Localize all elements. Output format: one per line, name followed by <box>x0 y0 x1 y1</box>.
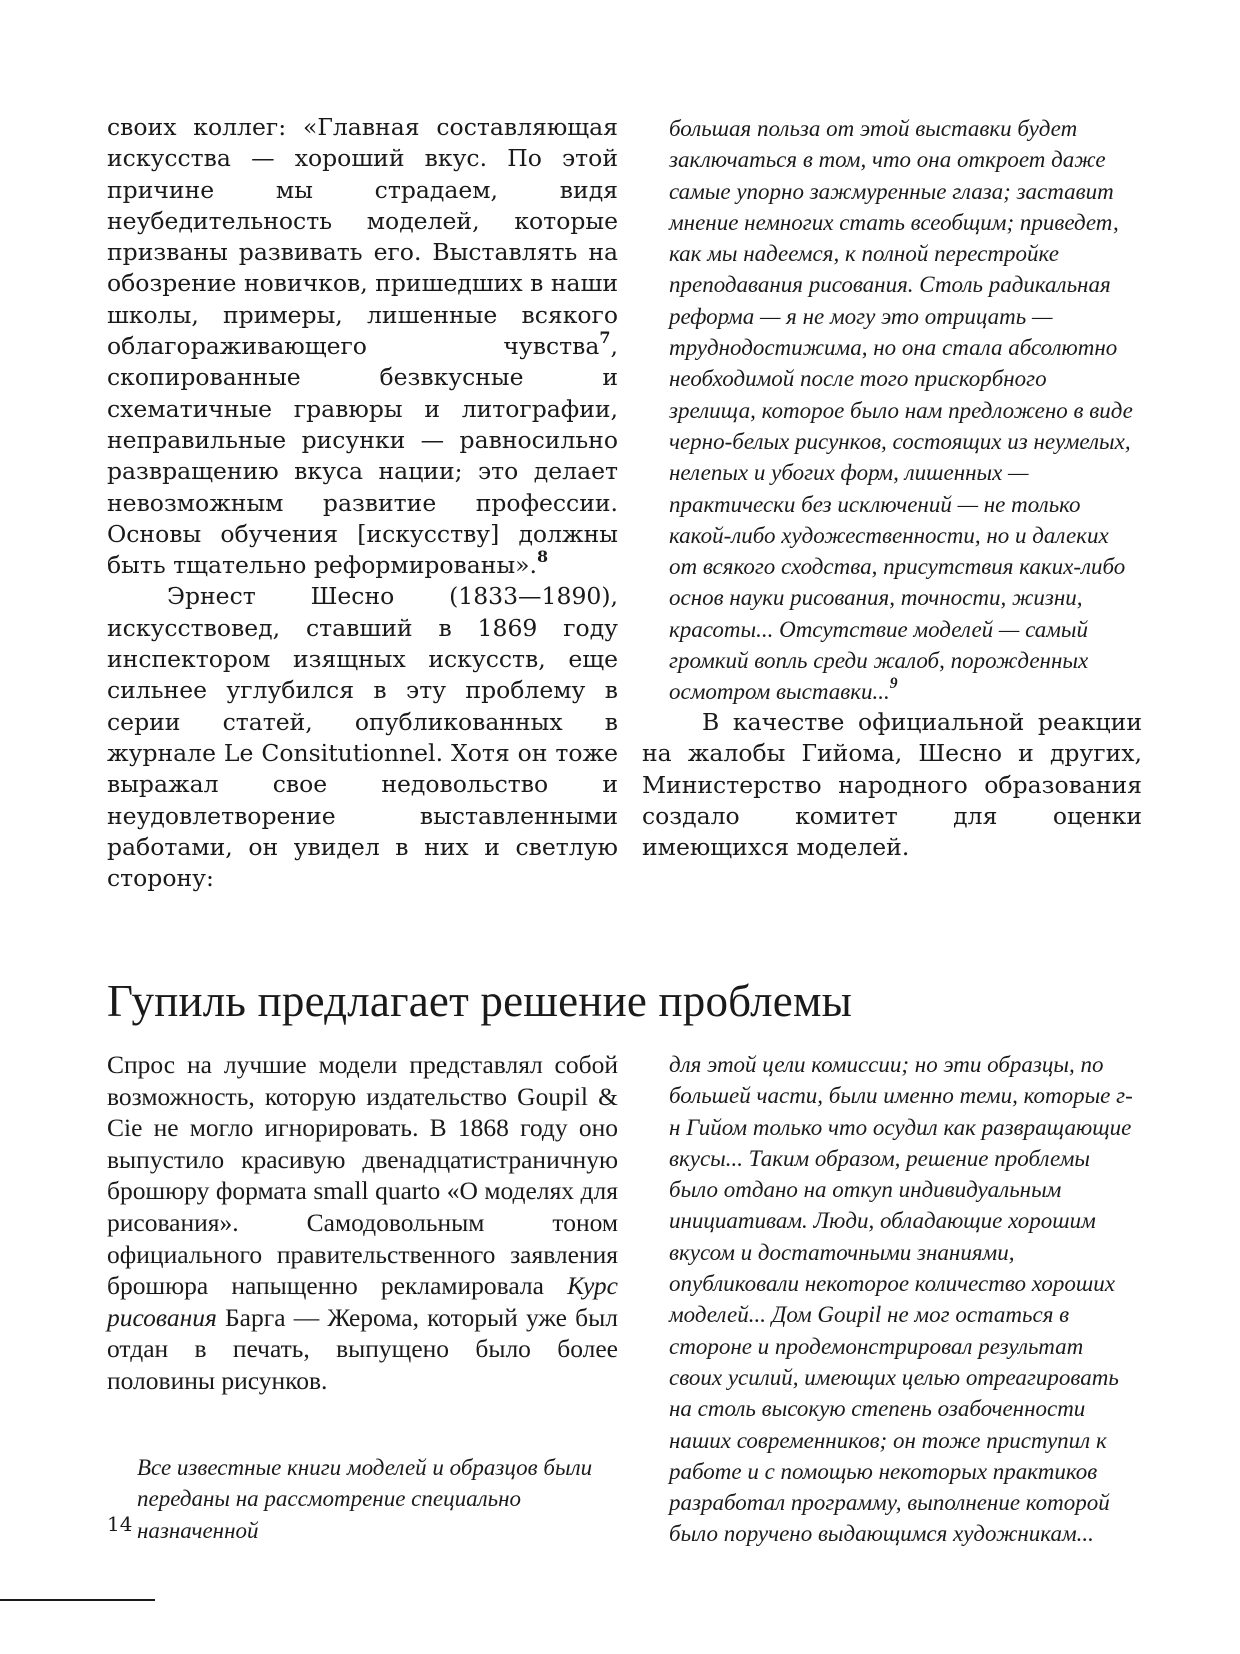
upper-left-column <box>107 112 618 894</box>
page-number: 14 <box>107 1512 133 1536</box>
upper-right-column <box>669 113 1139 708</box>
block-quote: Все известные книги моделей и образцов были переданы на рассмотрение специально назначенной <box>137 1455 593 1543</box>
book-title: Курс рисования <box>107 1271 618 1332</box>
paragraph: своих коллег: «Главная составляющая искусства — хороший вкус. По этой причине мы страдаем, видя неубедительность моделей, которые призваны развивать его. Выставлять на обозрение новичков, пришедших в наши школы, примеры, лишенные всякого облагораживающего чувства$^7$, скопированные безвкусные и схематичные гравюры и литографии, неправильные рисунки — равносильно развращению вкуса нации; это делает невозможным развитие профессии. Основы обучения [искусству] должны быть тщательно реформированы».$^8$ <box>107 113 618 580</box>
block-quote: для этой цели комиссии; но эти образцы, по большей части, были именно теми, которые г-н Гийом только что осудил как развращающие вкусы... Таким образом, решение проблемы было отдано на откуп индивидуальным инициативам. Люди, обладающие хорошим вкусом и достаточными знаниями, опубликовали некоторое количество хороших моделей... Дом Goupil не мог остаться в стороне и продемонстрировал результат своих усилий, имеющих целью отреагировать на столь высокую степень озабоченности наших современников; он тоже приступил к работе и с помощью некоторых практиков разработал программу, выполнение которой было поручено выдающимся художникам... <box>669 1052 1133 1547</box>
footnote-ref: 8 <box>537 546 549 566</box>
section-heading: Гупиль предлагает решение проблемы <box>107 976 853 1026</box>
lower-left-quote-wrap <box>137 1452 607 1546</box>
paragraph: Эрнест Шесно (1833—1890), искусствовед, ставший в 1869 году инспектором изящных искусств, еще сильнее углубился в эту проблему в серии статей, опубликованных в журнале Le Consitutionnel. Хотя он тоже выражал свое недовольство и неудовлетворение выставленными работами, он увидел в них и светлую сторону: <box>107 582 618 893</box>
block-quote: большая польза от этой выставки будет заключаться в том, что она откроет даже самые упорно зажмуренные глаза; заставит мнение немногих стать всеобщим; приведет, как мы надеемся, к полной перестройке преподавания рисования. Столь радикальная реформа — я не могу это отрицать — труднодостижима, но она стала абсолютно необходимой после того прискорбного зрелища, которое было нам предложено в виде черно-белых рисунков, состоящих из неумелых, нелепых и убогих форм, лишенных — практически без исключений — не только какой-либо художественности, но и далеких от всякого сходства, присутствия каких-либо основ науки рисования, точности, жизни, красоты... Отсутствие моделей — самый громкий вопль среди жалоб, порожденных осмотром выставки...$^9$ <box>669 116 1133 705</box>
footer-rule <box>0 1599 155 1601</box>
footnote-ref: 7 <box>599 327 611 347</box>
upper-right-paragraph-wrap <box>642 707 1142 863</box>
lower-left-column <box>107 1049 618 1397</box>
paragraph: Спрос на лучшие модели представлял собой возможность, которую издательство Goupil & Cie не могло игнорировать. В 1868 году оно выпустило красивую двенадцатистраничную брошюру формата small quarto «О моделях для рисования». Самодовольным тоном официального правительственного заявления брошюра напыщенно рекламировала Курс рисования Барга — Жерома, который уже был отдан в печать, выпущено было более половины рисунков. <box>107 1050 618 1395</box>
lower-right-column <box>669 1049 1139 1550</box>
footnote-ref: 9 <box>889 675 898 693</box>
paragraph: В качестве официальной реакции на жалобы Гийома, Шесно и других, Министерство народного образования создало комитет для оценки имеющихся моделей. <box>642 708 1142 862</box>
